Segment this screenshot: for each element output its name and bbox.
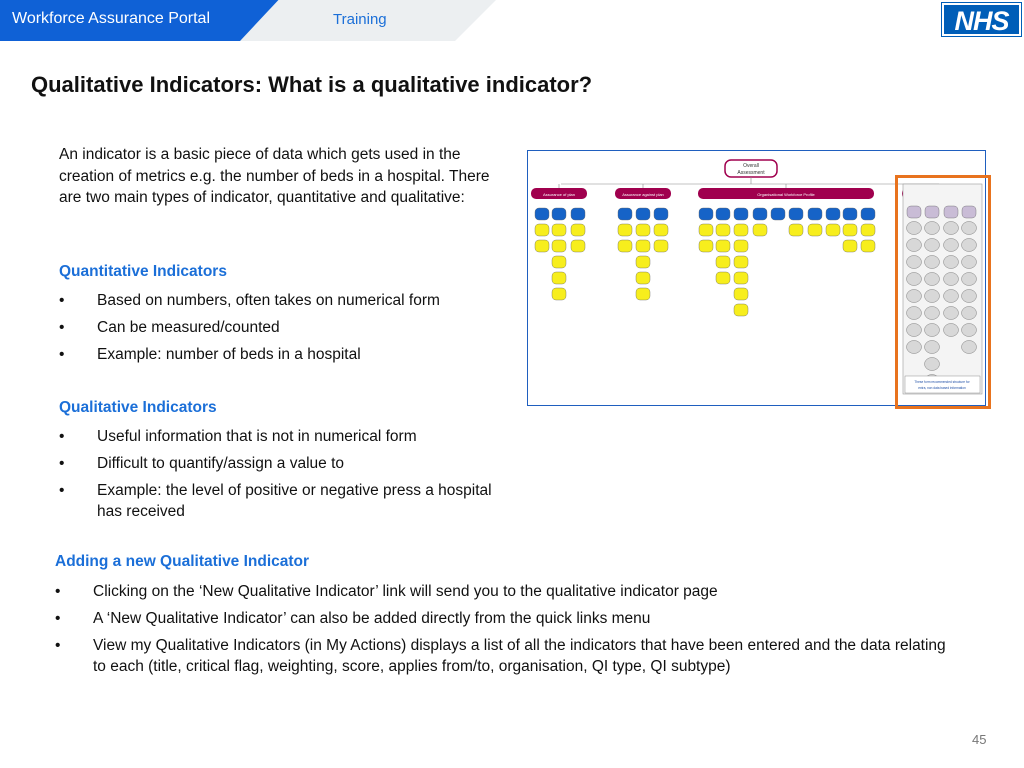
yellow-node xyxy=(734,304,748,316)
yellow-node xyxy=(571,224,585,236)
yellow-node xyxy=(808,224,822,236)
tab-training[interactable]: Training xyxy=(333,11,387,28)
qualitative-highlight-box xyxy=(895,175,991,409)
blue-node xyxy=(716,208,730,220)
qualitative-list xyxy=(59,426,509,528)
root-label: Overall xyxy=(743,163,759,169)
blue-node xyxy=(808,208,822,220)
qualitative-note: These form recommended structure for xyxy=(914,380,970,384)
list-item: • A ‘New Qualitative Indicator’ can also be added directly from the quick links menu xyxy=(55,608,955,629)
yellow-node xyxy=(618,224,632,236)
yellow-node xyxy=(535,224,549,236)
yellow-node xyxy=(734,256,748,268)
yellow-node xyxy=(654,224,668,236)
qualitative-heading: Qualitative Indicators xyxy=(59,399,217,416)
qualitative-note: extra, non data based information xyxy=(918,386,966,390)
page-number: 45 xyxy=(972,732,987,747)
list-item: • Useful information that is not in numerical form xyxy=(59,426,509,447)
blue-node xyxy=(552,208,566,220)
blue-node xyxy=(753,208,767,220)
blue-node xyxy=(535,208,549,220)
yellow-node xyxy=(753,224,767,236)
blue-node xyxy=(843,208,857,220)
yellow-node xyxy=(552,288,566,300)
yellow-node xyxy=(571,240,585,252)
blue-node xyxy=(571,208,585,220)
branch-label: Organisational Workforce Profile xyxy=(757,192,815,197)
yellow-node xyxy=(636,256,650,268)
nhs-logo xyxy=(942,3,1021,36)
list-item: • Example: the level of positive or negative press a hospital has received xyxy=(59,480,509,522)
list-item: • View my Qualitative Indicators (in My Actions) displays a list of all the indicators that have been entered and the data relating to each (title, critical flag, weighting, score, applies from/to, organisation, QI type, QI subtype) xyxy=(55,635,955,677)
yellow-node xyxy=(552,240,566,252)
yellow-node xyxy=(826,224,840,236)
yellow-node xyxy=(734,224,748,236)
yellow-node xyxy=(716,224,730,236)
yellow-node xyxy=(636,288,650,300)
yellow-node xyxy=(636,272,650,284)
list-item: • Based on numbers, often takes on numerical form xyxy=(59,290,519,311)
yellow-node xyxy=(789,224,803,236)
blue-node xyxy=(771,208,785,220)
blue-node xyxy=(826,208,840,220)
yellow-node xyxy=(716,256,730,268)
intro-paragraph: An indicator is a basic piece of data which gets used in the creation of metrics e.g. the number of beds in a hospital. There are two main types of indicator, quantitative and qualitative: xyxy=(59,146,490,206)
list-item: • Clicking on the ‘New Qualitative Indicator’ link will send you to the qualitative indicator page xyxy=(55,581,955,602)
portal-title[interactable]: Workforce Assurance Portal xyxy=(12,10,211,27)
list-item: • Can be measured/counted xyxy=(59,317,519,338)
yellow-node xyxy=(734,288,748,300)
yellow-node xyxy=(535,240,549,252)
yellow-node xyxy=(734,272,748,284)
yellow-node xyxy=(654,240,668,252)
list-item: • Example: number of beds in a hospital xyxy=(59,344,519,365)
blue-node xyxy=(618,208,632,220)
blue-node xyxy=(699,208,713,220)
blue-node xyxy=(861,208,875,220)
yellow-node xyxy=(699,224,713,236)
adding-heading: Adding a new Qualitative Indicator xyxy=(55,553,310,570)
yellow-node xyxy=(861,224,875,236)
blue-node xyxy=(654,208,668,220)
list-item: • Difficult to quantify/assign a value to xyxy=(59,453,509,474)
quantitative-heading: Quantitative Indicators xyxy=(59,263,227,280)
adding-list xyxy=(55,581,955,683)
slide-title: Qualitative Indicators: What is a qualitative indicator? xyxy=(31,72,593,97)
yellow-node xyxy=(699,240,713,252)
yellow-node xyxy=(716,272,730,284)
branch-label: Assurance of plan xyxy=(542,192,576,197)
blue-node xyxy=(636,208,650,220)
branch-label: Assurance against plan xyxy=(622,192,664,197)
yellow-node xyxy=(734,240,748,252)
root-label: Assessment xyxy=(737,170,765,176)
yellow-node xyxy=(843,240,857,252)
blue-node xyxy=(789,208,803,220)
nhs-logo-text: NHS xyxy=(954,6,1009,36)
yellow-node xyxy=(636,240,650,252)
yellow-node xyxy=(843,224,857,236)
yellow-node xyxy=(618,240,632,252)
yellow-node xyxy=(552,256,566,268)
yellow-node xyxy=(552,224,566,236)
yellow-node xyxy=(861,240,875,252)
blue-node xyxy=(734,208,748,220)
yellow-node xyxy=(716,240,730,252)
yellow-node xyxy=(552,272,566,284)
yellow-node xyxy=(636,224,650,236)
quantitative-list xyxy=(59,290,519,371)
